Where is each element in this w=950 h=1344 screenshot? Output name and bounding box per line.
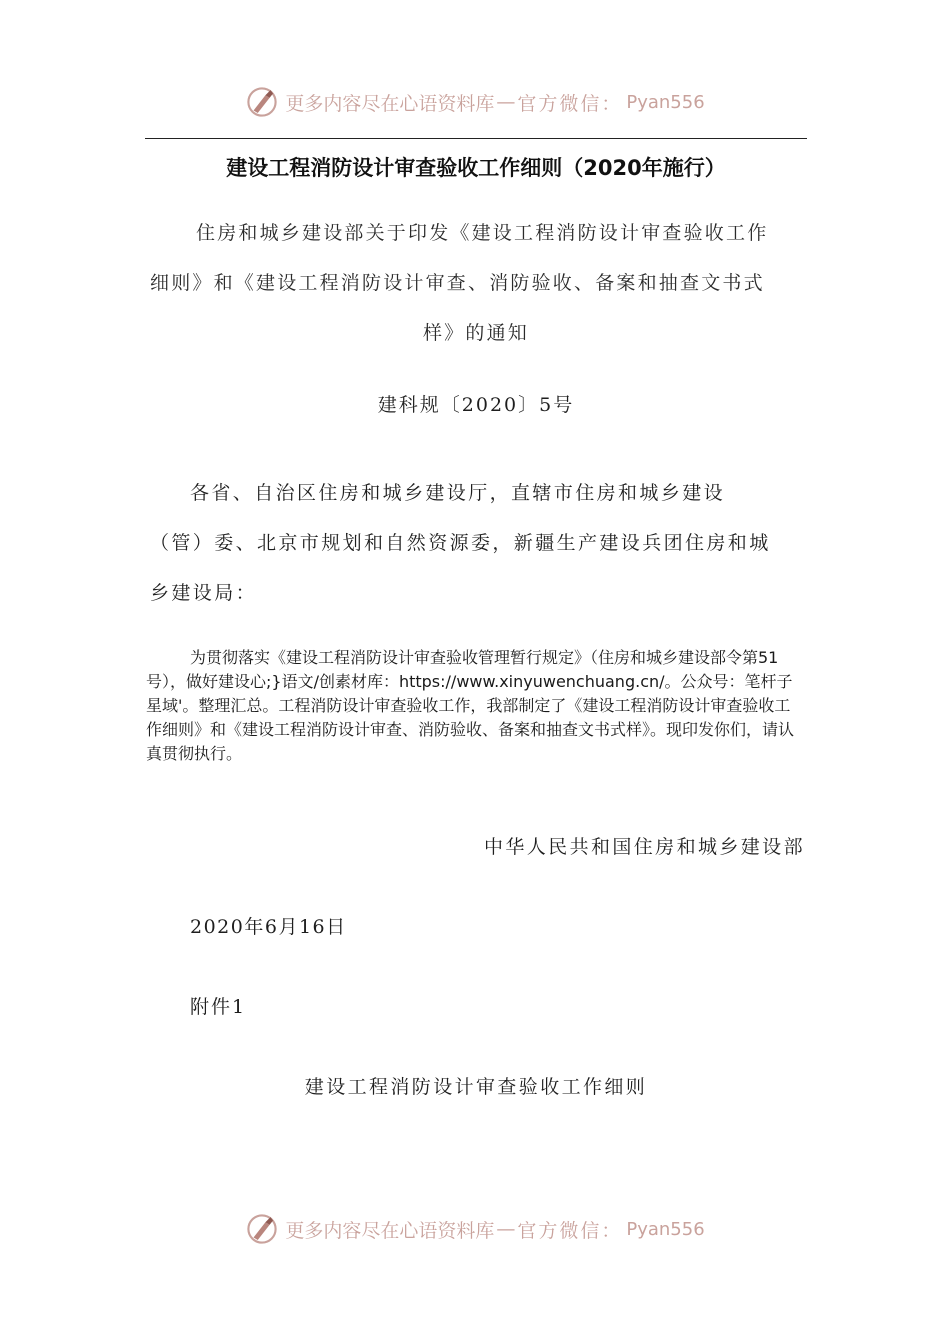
banner-wechat-label: 官方微信： [517,92,623,115]
body-paragraph: 为贯彻落实《建设工程消防设计审查验收管理暂行规定》（住房和城乡建设部令第51号），做好建设心;}语文/创素材库：https://www.xinyuwenchuang.cn/。公众号：笔杆子星域'。整理汇总。工程消防设计审查验收工作，我部制定了《建设工程消防设计审查验收工作细则》和《建设工程消防设计审查、消防验收、备案和抽查文书式样》。现印发你们，请认真贯彻执行。 [146,648,795,763]
pen-nib-logo-icon [245,85,279,119]
addressee-line: 各省、自治区住房和城乡建设厅，直辖市住房和城乡建设 [190,482,726,504]
notice-line: 样》的通知 [422,322,529,344]
notice-line: 住房和城乡建设部关于印发《建设工程消防设计审查验收工作 [196,222,769,244]
footer-banner [0,1209,950,1249]
attachment-label: 附件1 [190,996,247,1018]
document-title: 建设工程消防设计审查验收工作细则（2020年施行） [226,156,726,180]
addressee [150,468,802,618]
notice-line: 细则》和《建设工程消防设计审查、消防验收、备案和抽查文书式 [150,272,765,294]
document-number: 建科规〔2020〕5号 [377,394,575,416]
notice-heading [150,208,802,358]
addressee-line: 乡建设局： [150,582,258,604]
attachment-title: 建设工程消防设计审查验收工作细则 [304,1076,648,1098]
signer: 中华人民共和国住房和城乡建设部 [483,836,805,858]
header-banner [0,82,950,122]
header-rule [145,138,807,139]
banner-account: Pyan556 [626,1218,705,1240]
addressee-line: （管）委、北京市规划和自然资源委，新疆生产建设兵团住房和城 [150,532,771,554]
banner-separator: — [496,1218,516,1240]
banner-wechat-label: 官方微信： [517,1219,623,1242]
banner-separator: — [496,91,516,113]
issue-date: 2020年6月16日 [190,916,347,938]
banner-site-text: 更多内容尽在心语资料库 [285,92,495,115]
banner-site-text: 更多内容尽在心语资料库 [285,1219,495,1242]
banner-account: Pyan556 [626,91,705,113]
pen-nib-logo-icon [245,1212,279,1246]
